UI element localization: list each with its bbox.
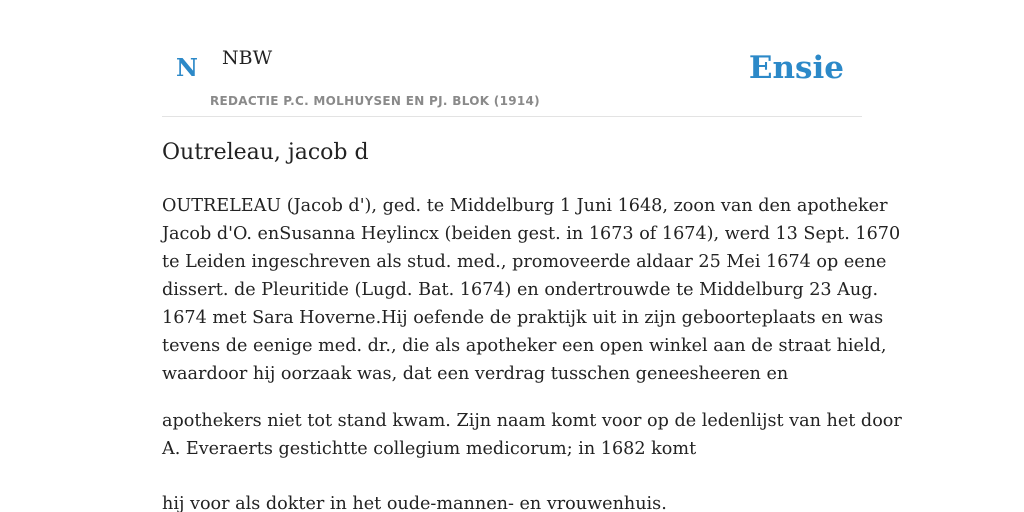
text-line: A. Everaerts gestichtte collegium medicorum; in 1682 komt bbox=[162, 439, 697, 459]
source-name[interactable]: NBW bbox=[222, 47, 273, 69]
source-subtitle: REDACTIE P.C. MOLHUYSEN EN PJ. BLOK (1914) bbox=[210, 94, 540, 108]
article-title: Outreleau, jacob d bbox=[162, 140, 369, 165]
text-line: Jacob d'O. enSusanna Heylincx (beiden gest. in 1673 of 1674), werd 13 Sept. 1670 bbox=[162, 224, 901, 244]
text-line: waardoor hij oorzaak was, dat een verdrag tusschen geneesheeren en bbox=[162, 364, 789, 384]
source-header bbox=[162, 0, 862, 117]
text-line: hij voor als dokter in het oude-mannen- en vrouwenhuis. bbox=[162, 494, 667, 512]
text-line: tevens de eenige med. dr., die als apotheker een open winkel aan de straat hield, bbox=[162, 336, 887, 356]
text-line: 1674 met Sara Hoverne.Hij oefende de praktijk uit in zijn geboorteplaats en was bbox=[162, 308, 884, 328]
brand-logo-link[interactable]: Ensie bbox=[748, 50, 844, 86]
article-paragraph bbox=[162, 192, 901, 388]
text-line: te Leiden ingeschreven als stud. med., promoveerde aldaar 25 Mei 1674 op eene bbox=[162, 252, 887, 272]
source-logo[interactable]: N bbox=[176, 53, 198, 82]
text-line: dissert. de Pleuritide (Lugd. Bat. 1674) en ondertrouwde te Middelburg 23 Aug. bbox=[162, 280, 879, 300]
text-line: apothekers niet tot stand kwam. Zijn naam komt voor op de ledenlijst van het door bbox=[162, 411, 902, 431]
article-paragraph bbox=[162, 407, 902, 463]
text-line: OUTRELEAU (Jacob d'), ged. te Middelburg 1 Juni 1648, zoon van den apotheker bbox=[162, 196, 888, 216]
article-body bbox=[162, 192, 902, 512]
article-paragraph bbox=[162, 490, 882, 512]
